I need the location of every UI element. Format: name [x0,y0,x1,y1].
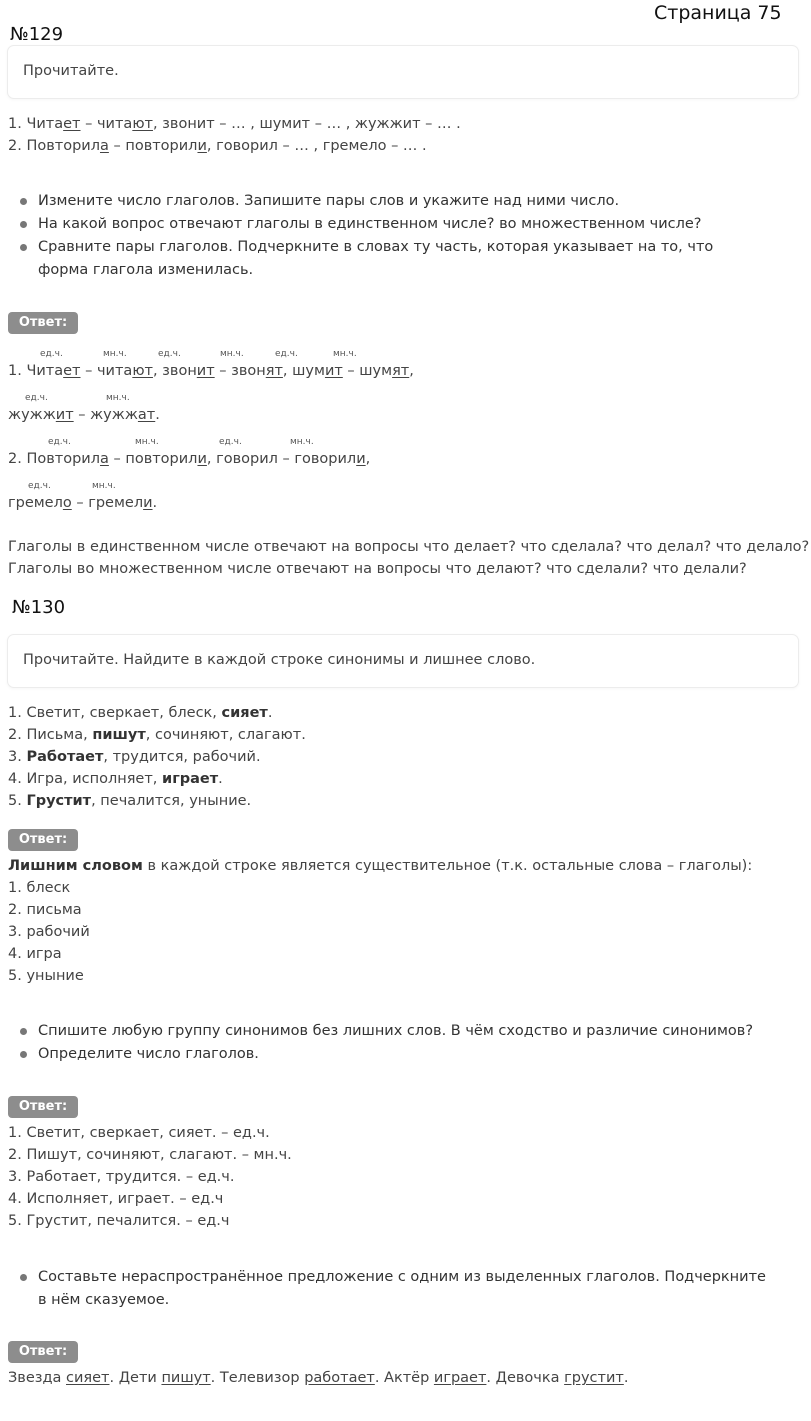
answer-130-item: 5. уныние [8,968,84,984]
bullet-dot [20,221,27,228]
exercise-129-line-2: 2. Повторила – повторили, говорил – … , гремело – … . [8,138,427,154]
number-label-sg: ед.ч. [219,437,242,447]
exercise-129-bullet-1: Измените число глаголов. Запишите пары слов и укажите над ними число. [38,193,620,209]
exercise-129-bullet-2: На какой вопрос отвечают глаголы в единственном числе? во множественном числе? [38,216,702,232]
exercise-129-bullet-3: Сравните пары глаголов. Подчеркните в словах ту часть, которая указывает на то, что форма глагола изменилась. [38,239,714,278]
exercise-130-line-5: 5. Грустит, печалится, уныние. [8,793,252,809]
page-number: Страница 75 [654,2,782,24]
answer-129-conclusion-2: Глаголы во множественном числе отвечают на вопросы что делают? что сделали? что делали? [8,561,747,577]
answer-130-group: 4. Исполняет, играет. – ед.ч [8,1191,224,1207]
answer-badge: Ответ: [8,829,78,851]
exercise-129-title: №129 [10,24,64,45]
exercise-130-bullet-2: Определите число глаголов. [38,1046,259,1062]
exercise-130-prompt-box [7,634,799,688]
answer-badge: Ответ: [8,1096,78,1118]
bullet-dot [20,1051,27,1058]
answer-129-line-4: гремело – гремели. [8,495,158,511]
answer-130-group: 1. Светит, сверкает, сияет. – ед.ч. [8,1125,270,1141]
exercise-130-bullet-1: Спишите любую группу синонимов без лишних слов. В чём сходство и различие синонимов? [38,1023,754,1039]
exercise-130-prompt: Прочитайте. Найдите в каждой строке синонимы и лишнее слово. [23,652,536,668]
number-label-sg: ед.ч. [28,481,51,491]
exercise-130-line-4: 4. Игра, исполняет, играет. [8,771,223,787]
exercise-129-prompt: Прочитайте. [23,63,119,79]
number-label-sg: ед.ч. [158,349,181,359]
answer-129-conclusion-1: Глаголы в единственном числе отвечают на вопросы что делает? что сделала? что делал? что делало? [8,539,810,555]
answer-badge: Ответ: [8,1341,78,1363]
bullet-dot [20,1028,27,1035]
exercise-130-title: №130 [12,597,66,618]
answer-129-line-1: 1. Читает – читают, звонит – звонят, шумит – шумят, [8,363,414,379]
exercise-130-line-3: 3. Работает, трудится, рабочий. [8,749,261,765]
answer-130-group: 3. Работает, трудится. – ед.ч. [8,1169,235,1185]
number-label-pl: мн.ч. [106,393,130,403]
number-label-pl: мн.ч. [333,349,357,359]
answer-130-intro: Лишним словом в каждой строке является существительное (т.к. остальные слова – глаголы): [8,858,753,874]
answer-130-item: 3. рабочий [8,924,90,940]
answer-130-final: Звезда сияет. Дети пишут. Телевизор работает. Актёр играет. Девочка грустит. [8,1370,629,1386]
number-label-pl: мн.ч. [103,349,127,359]
answer-130-group: 5. Грустит, печалится. – ед.ч [8,1213,230,1229]
answer-129-line-3: 2. Повторила – повторили, говорил – говорили, [8,451,371,467]
answer-129-line-2: жужжит – жужжат. [8,407,160,423]
number-label-sg: ед.ч. [275,349,298,359]
answer-badge: Ответ: [8,312,78,334]
exercise-130-line-2: 2. Письма, пишут, сочиняют, слагают. [8,727,306,743]
bullet-dot [20,1274,27,1281]
number-label-pl: мн.ч. [220,349,244,359]
number-label-pl: мн.ч. [135,437,159,447]
exercise-130-bullet-3: Составьте нераспространённое предложение с одним из выделенных глаголов. Подчеркните в нём сказуемое. [38,1269,766,1308]
bullet-dot [20,244,27,251]
bullet-dot [20,198,27,205]
number-label-sg: ед.ч. [48,437,71,447]
number-label-sg: ед.ч. [25,393,48,403]
exercise-129-line-1: 1. Читает – читают, звонит – … , шумит – … , жужжит – … . [8,116,461,132]
answer-130-group: 2. Пишут, сочиняют, слагают. – мн.ч. [8,1147,292,1163]
answer-130-item: 1. блеск [8,880,71,896]
answer-130-item: 2. письма [8,902,82,918]
number-label-sg: ед.ч. [40,349,63,359]
number-label-pl: мн.ч. [92,481,116,491]
exercise-130-line-1: 1. Светит, сверкает, блеск, сияет. [8,705,273,721]
exercise-129-prompt-box [7,45,799,99]
number-label-pl: мн.ч. [290,437,314,447]
answer-130-item: 4. игра [8,946,62,962]
